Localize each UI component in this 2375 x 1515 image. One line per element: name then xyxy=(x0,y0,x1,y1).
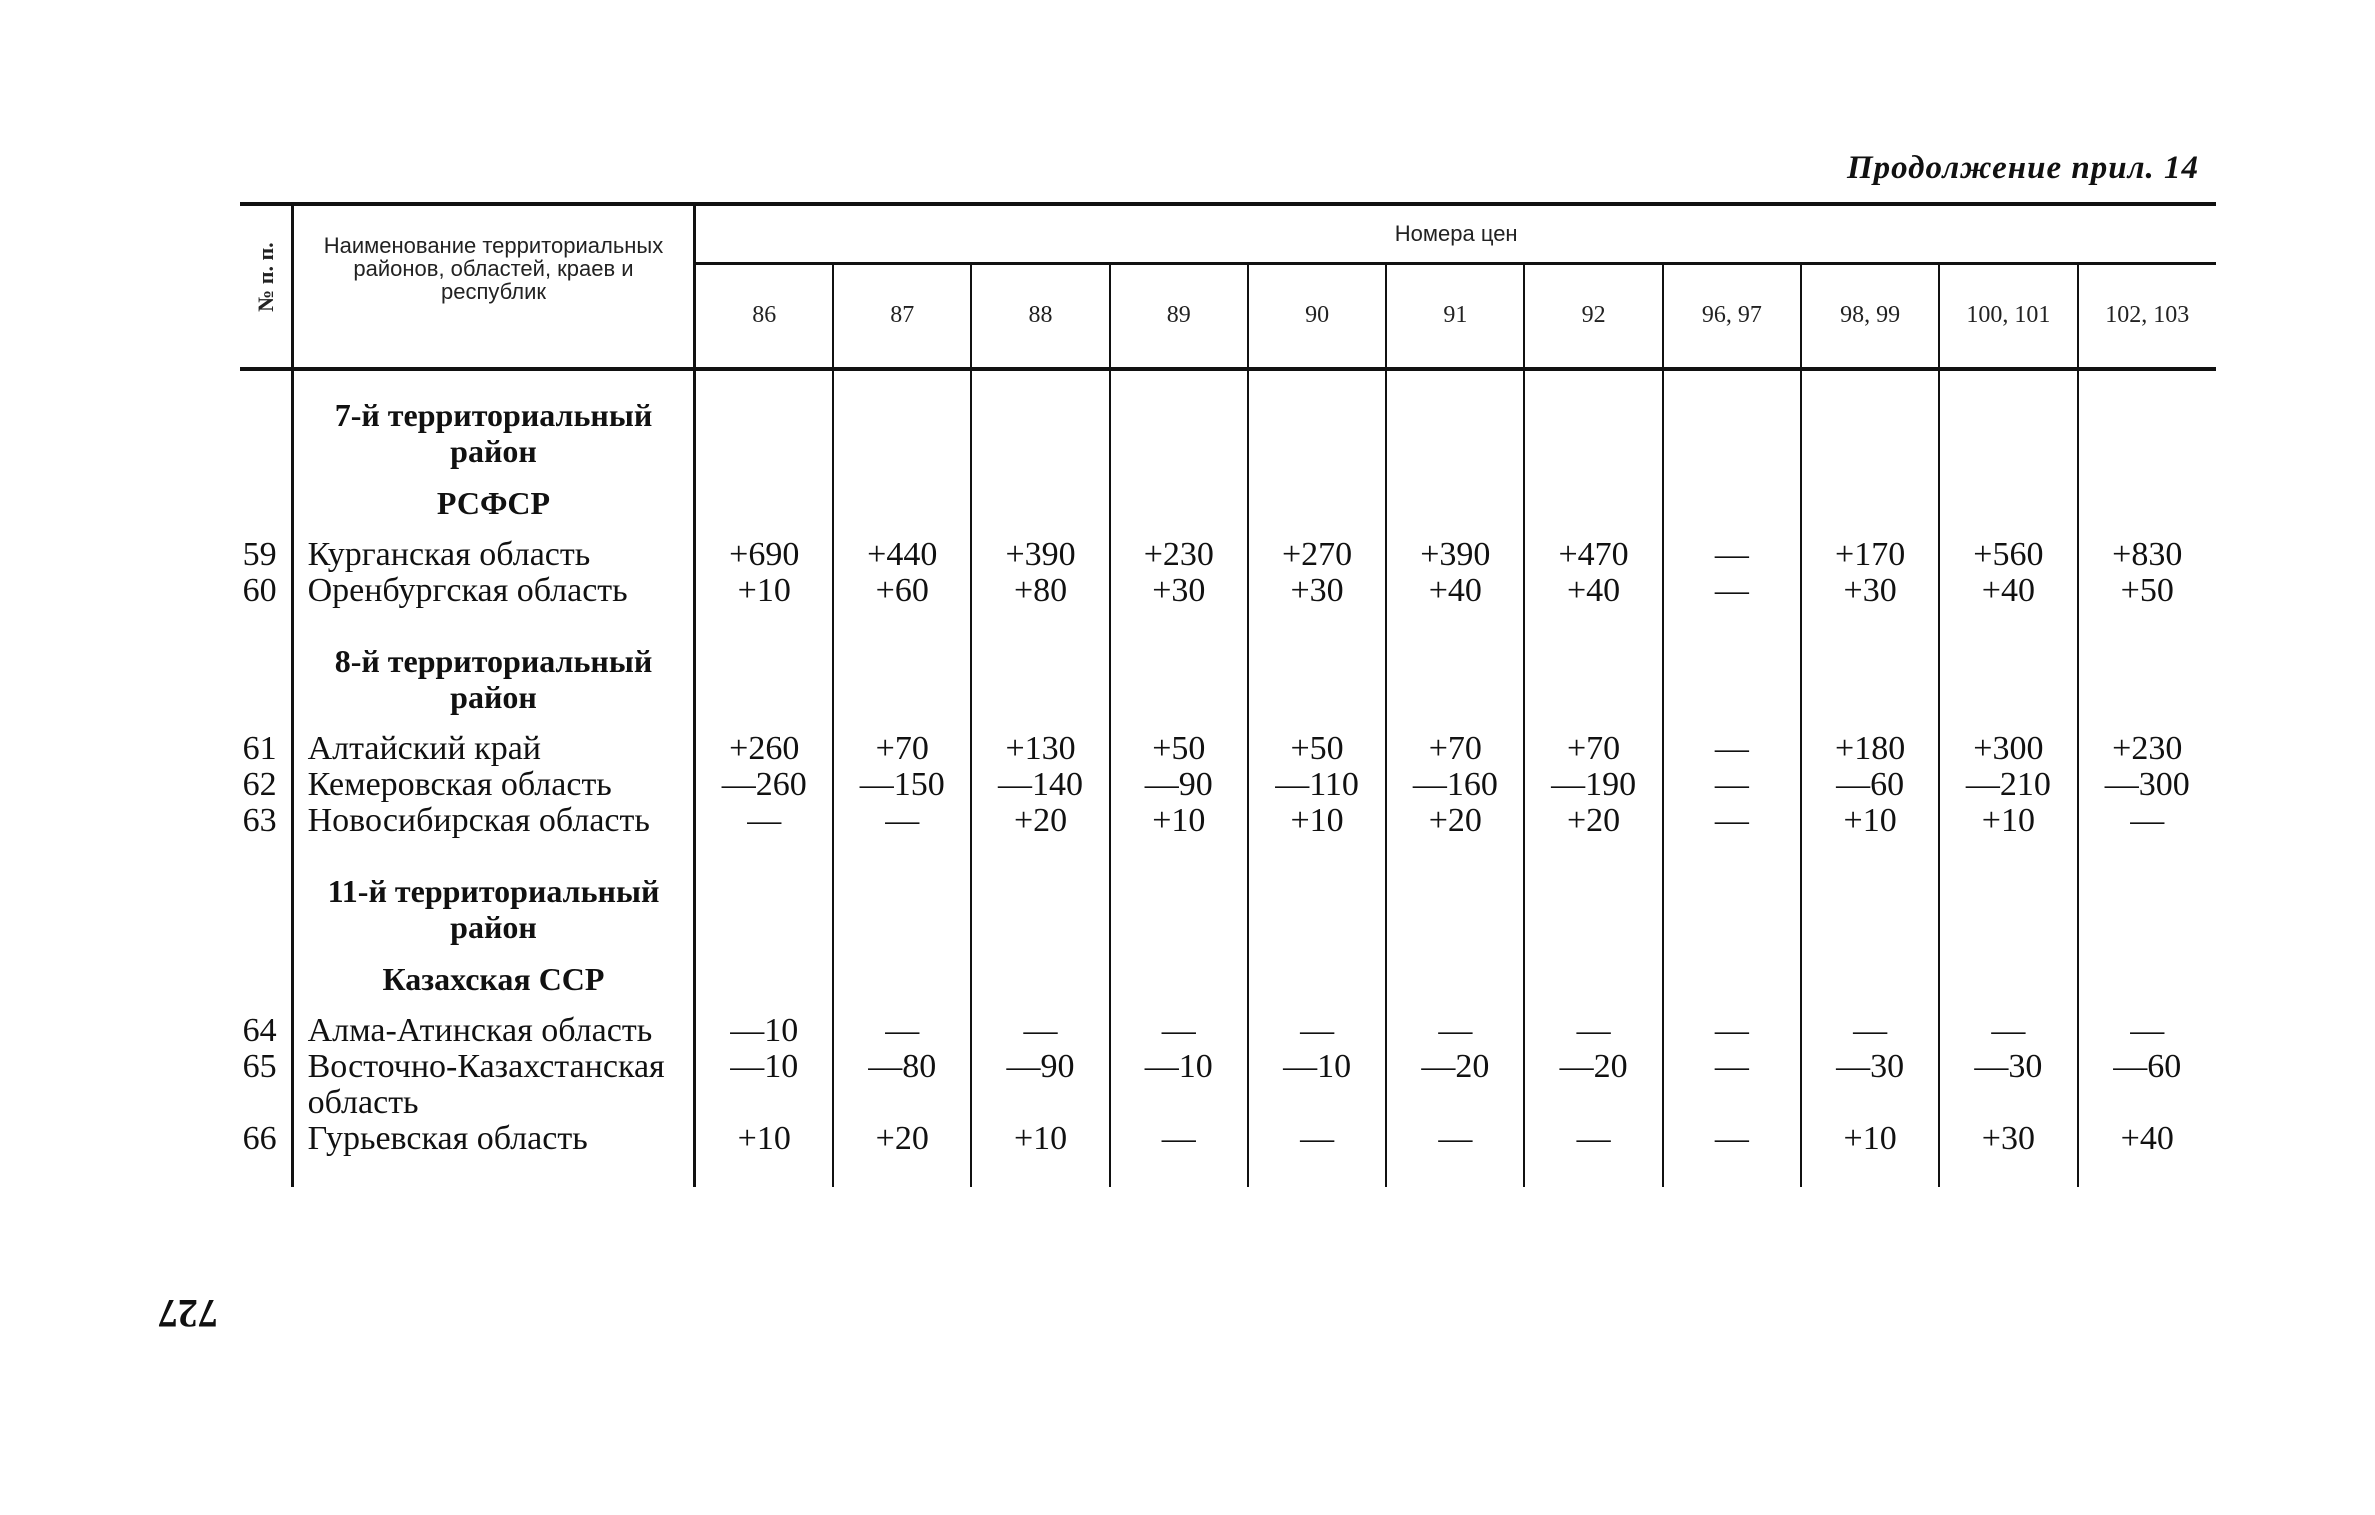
price-adjustment-value: +170 xyxy=(1801,537,1939,573)
price-adjustment-value: +10 xyxy=(1248,803,1386,839)
price-adjustment-value: — xyxy=(2130,802,2165,839)
price-adjustment-value: —110 xyxy=(1248,767,1386,803)
price-adjustment-value: —80 xyxy=(833,1049,971,1121)
price-adjustment-value: +50 xyxy=(2120,572,2174,609)
table-spacer xyxy=(240,521,2216,537)
section-title: 8-й территориальный район xyxy=(292,643,695,715)
section-title-row xyxy=(240,397,2216,469)
price-adjustment-value: —300 xyxy=(2104,766,2190,803)
row-number: 63 xyxy=(240,803,292,839)
price-adjustment-value: +20 xyxy=(1386,803,1524,839)
column-header-price: 92 xyxy=(1524,264,1662,370)
table-spacer xyxy=(240,609,2216,643)
table-spacer xyxy=(240,369,2216,397)
column-header-price: 98, 99 xyxy=(1801,264,1939,370)
table-row xyxy=(240,1121,2216,1187)
table-body xyxy=(240,369,2216,1187)
price-adjustment-value: —90 xyxy=(1110,767,1248,803)
price-adjustment-table xyxy=(240,202,2216,1187)
price-adjustment-value: +270 xyxy=(1248,537,1386,573)
price-adjustment-value: — xyxy=(1248,1013,1386,1049)
region-name: Алма-Атинская область xyxy=(292,1013,695,1049)
table-spacer xyxy=(240,715,2216,731)
column-header-number: № п. п. xyxy=(240,204,292,369)
row-number: 62 xyxy=(240,767,292,803)
price-adjustment-value: +10 xyxy=(1801,803,1939,839)
price-adjustment-value: +560 xyxy=(1939,537,2077,573)
price-adjustment-value: — xyxy=(1663,537,1801,573)
price-adjustment-value: +30 xyxy=(1801,573,1939,609)
price-adjustment-value: — xyxy=(1663,1049,1801,1121)
price-adjustment-value: —260 xyxy=(695,767,833,803)
region-name: Кемеровская область xyxy=(292,767,695,803)
section-title-row xyxy=(240,873,2216,945)
price-adjustment-value: +30 xyxy=(1110,573,1248,609)
price-adjustment-value: +470 xyxy=(1524,537,1662,573)
price-adjustment-value: — xyxy=(1110,1121,1248,1187)
column-group-price-numbers: Номера цен xyxy=(695,204,2216,264)
price-adjustment-value: —150 xyxy=(833,767,971,803)
price-adjustment-value: +40 xyxy=(1939,573,2077,609)
price-adjustment-value: +440 xyxy=(833,537,971,573)
price-adjustment-value: —20 xyxy=(1386,1049,1524,1121)
price-adjustment-value: — xyxy=(1663,1121,1801,1187)
price-adjustment-value: +10 xyxy=(1110,803,1248,839)
price-adjustment-value: —60 xyxy=(1801,767,1939,803)
price-adjustment-value: — xyxy=(695,803,833,839)
price-adjustment-value: +230 xyxy=(1110,537,1248,573)
price-adjustment-value: +60 xyxy=(833,573,971,609)
region-name: Алтайский край xyxy=(292,731,695,767)
price-adjustment-value: +70 xyxy=(1386,731,1524,767)
price-adjustment-value: —60 xyxy=(2113,1048,2182,1085)
price-adjustment-value: +40 xyxy=(2120,1120,2174,1157)
price-adjustment-value: — xyxy=(1663,803,1801,839)
price-adjustment-value: +70 xyxy=(1524,731,1662,767)
price-adjustment-value: —30 xyxy=(1939,1049,2077,1121)
section-title-row xyxy=(240,485,2216,521)
row-number: 61 xyxy=(240,731,292,767)
column-header-price: 102, 103 xyxy=(2078,264,2216,370)
column-header-price: 91 xyxy=(1386,264,1524,370)
region-name: Новосибирская область xyxy=(292,803,695,839)
price-adjustment-value: — xyxy=(2130,1012,2165,1049)
price-adjustment-value: — xyxy=(833,803,971,839)
price-adjustment-value: — xyxy=(1386,1013,1524,1049)
price-adjustment-value: +690 xyxy=(695,537,833,573)
price-adjustment-value: — xyxy=(1524,1013,1662,1049)
column-header-price: 90 xyxy=(1248,264,1386,370)
section-title: 11-й территориальный район xyxy=(292,873,695,945)
price-adjustment-value: — xyxy=(1663,1013,1801,1049)
price-adjustment-value: — xyxy=(1663,573,1801,609)
price-adjustment-value: — xyxy=(1801,1013,1939,1049)
price-adjustment-value: +230 xyxy=(2112,730,2183,767)
price-adjustment-value: — xyxy=(1248,1121,1386,1187)
price-adjustment-value: —10 xyxy=(1248,1049,1386,1121)
row-number: 65 xyxy=(240,1049,292,1121)
price-adjustment-value: +30 xyxy=(1939,1121,2077,1187)
table-row xyxy=(240,1013,2216,1049)
region-name: Курганская область xyxy=(292,537,695,573)
table-spacer xyxy=(240,839,2216,873)
price-adjustment-value: —10 xyxy=(695,1049,833,1121)
section-title: Казахская ССР xyxy=(292,961,695,997)
table-row xyxy=(240,731,2216,767)
column-header-price: 96, 97 xyxy=(1663,264,1801,370)
table-spacer xyxy=(240,997,2216,1013)
column-header-price: 89 xyxy=(1110,264,1248,370)
price-adjustment-value: +20 xyxy=(971,803,1109,839)
column-header-price: 100, 101 xyxy=(1939,264,2077,370)
price-adjustment-value: +10 xyxy=(1801,1121,1939,1187)
price-adjustment-value: —10 xyxy=(1110,1049,1248,1121)
column-header-price: 87 xyxy=(833,264,971,370)
price-adjustment-value: — xyxy=(1663,731,1801,767)
price-adjustment-value: +830 xyxy=(2112,536,2183,573)
price-adjustment-value: — xyxy=(1939,1013,2077,1049)
price-adjustment-value: —190 xyxy=(1524,767,1662,803)
price-adjustment-value: —10 xyxy=(695,1013,833,1049)
table-spacer xyxy=(240,469,2216,485)
price-adjustment-value: +390 xyxy=(971,537,1109,573)
page-number: 727 xyxy=(158,1291,218,1336)
price-adjustment-value: +390 xyxy=(1386,537,1524,573)
price-adjustment-value: — xyxy=(1110,1013,1248,1049)
table-row xyxy=(240,767,2216,803)
table-row xyxy=(240,537,2216,573)
column-header-price: 88 xyxy=(971,264,1109,370)
table-spacer xyxy=(240,945,2216,961)
price-adjustment-value: —20 xyxy=(1524,1049,1662,1121)
price-adjustment-value: —30 xyxy=(1801,1049,1939,1121)
section-title: 7-й территориальный район xyxy=(292,397,695,469)
price-adjustment-value: —210 xyxy=(1939,767,2077,803)
price-adjustment-value: — xyxy=(971,1013,1109,1049)
price-adjustment-value: +130 xyxy=(971,731,1109,767)
price-adjustment-value: +10 xyxy=(971,1121,1109,1187)
region-name: Оренбургская область xyxy=(292,573,695,609)
table-row xyxy=(240,1049,2216,1121)
price-adjustment-value: —160 xyxy=(1386,767,1524,803)
price-adjustment-value: —140 xyxy=(971,767,1109,803)
price-adjustment-value: +10 xyxy=(1939,803,2077,839)
table-row xyxy=(240,573,2216,609)
price-adjustment-value: +20 xyxy=(1524,803,1662,839)
row-number: 59 xyxy=(240,537,292,573)
price-adjustment-value: +180 xyxy=(1801,731,1939,767)
price-adjustment-value: +20 xyxy=(833,1121,971,1187)
price-adjustment-value: — xyxy=(1524,1121,1662,1187)
price-adjustment-value: +30 xyxy=(1248,573,1386,609)
column-header-price: 86 xyxy=(695,264,833,370)
table-header xyxy=(240,204,2216,369)
region-name: Гурьевская область xyxy=(292,1121,695,1187)
price-adjustment-value: — xyxy=(833,1013,971,1049)
row-number: 66 xyxy=(240,1121,292,1187)
price-adjustment-value: +50 xyxy=(1110,731,1248,767)
price-adjustment-value: +10 xyxy=(695,1121,833,1187)
column-header-name: Наименование территориальных районов, областей, краев и республик xyxy=(292,204,695,369)
price-adjustment-value: +40 xyxy=(1524,573,1662,609)
section-title-row xyxy=(240,643,2216,715)
price-adjustment-value: — xyxy=(1386,1121,1524,1187)
price-adjustment-value: +50 xyxy=(1248,731,1386,767)
section-title-row xyxy=(240,961,2216,997)
price-adjustment-value: +260 xyxy=(695,731,833,767)
price-adjustment-value: +70 xyxy=(833,731,971,767)
table-row xyxy=(240,803,2216,839)
row-number: 60 xyxy=(240,573,292,609)
section-title: РСФСР xyxy=(292,485,695,521)
price-adjustment-value: +80 xyxy=(971,573,1109,609)
price-adjustment-value: —90 xyxy=(971,1049,1109,1121)
region-name: Восточно-Казахстанская область xyxy=(292,1049,695,1121)
continuation-header: Продолжение прил. 14 xyxy=(1846,150,2199,186)
row-number: 64 xyxy=(240,1013,292,1049)
price-adjustment-value: +10 xyxy=(695,573,833,609)
price-adjustment-value: — xyxy=(1663,767,1801,803)
price-adjustment-value: +300 xyxy=(1939,731,2077,767)
price-adjustment-value: +40 xyxy=(1386,573,1524,609)
